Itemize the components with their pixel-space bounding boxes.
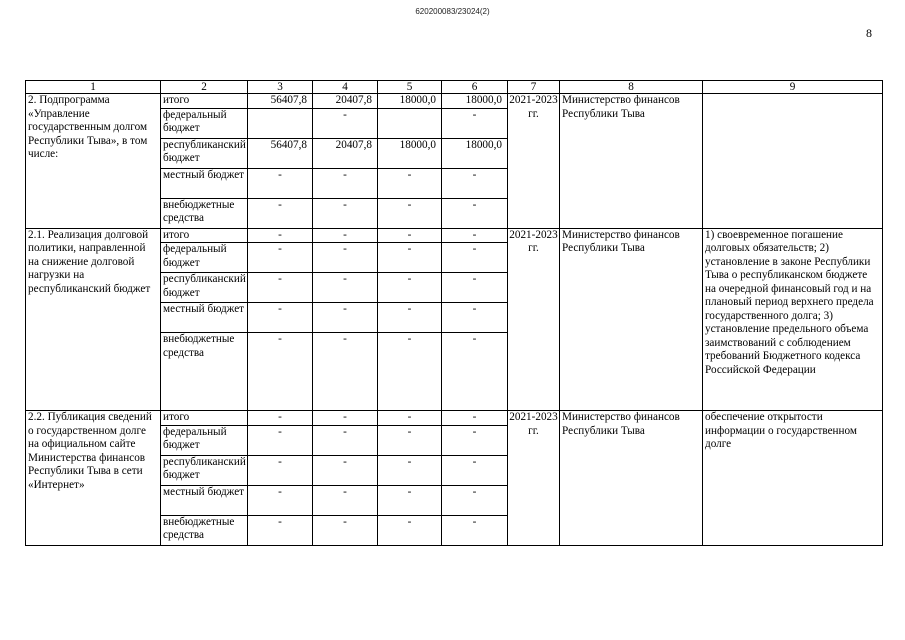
amount-cell: - [378, 425, 442, 455]
result-cell [703, 94, 883, 229]
amount-cell: - [442, 485, 508, 515]
col-num-5: 5 [378, 81, 442, 94]
funding-source-cell: местный бюджет [161, 168, 248, 198]
document-id: 620200083/23024(2) [415, 7, 490, 16]
funding-source-cell: федеральный бюджет [161, 425, 248, 455]
col-num-8: 8 [560, 81, 703, 94]
amount-cell: - [313, 485, 378, 515]
amount-cell: - [442, 198, 508, 228]
amount-cell: - [248, 228, 313, 243]
amount-cell: - [248, 411, 313, 426]
funding-source-cell: республиканский бюджет [161, 455, 248, 485]
amount-cell: 20407,8 [313, 94, 378, 109]
amount-cell: - [442, 228, 508, 243]
measure-name-cell: 2.2. Публикация сведений о государственном долге на официальном сайте Министерства финансов Республики Тыва в сети «Интернет» [26, 411, 161, 546]
amount-cell: - [442, 168, 508, 198]
amount-cell: - [313, 228, 378, 243]
funding-source-cell: республиканский бюджет [161, 273, 248, 303]
amount-cell: - [378, 333, 442, 411]
amount-cell: - [313, 455, 378, 485]
period-cell: 2021-2023 гг. [508, 411, 560, 546]
column-number-row [26, 81, 883, 94]
amount-cell: - [313, 333, 378, 411]
amount-cell: - [442, 411, 508, 426]
budget-table [25, 80, 883, 546]
amount-cell: - [313, 168, 378, 198]
amount-cell: - [378, 273, 442, 303]
amount-cell: - [442, 273, 508, 303]
funding-source-cell: местный бюджет [161, 303, 248, 333]
period-cell: 2021-2023 гг. [508, 94, 560, 229]
table-row [26, 411, 883, 426]
amount-cell: - [313, 273, 378, 303]
amount-cell: - [378, 515, 442, 545]
amount-cell: - [248, 425, 313, 455]
amount-cell: - [248, 333, 313, 411]
amount-cell: 20407,8 [313, 138, 378, 168]
page-number: 8 [866, 26, 872, 40]
funding-source-cell: федеральный бюджет [161, 108, 248, 138]
amount-cell: - [378, 455, 442, 485]
amount-cell: - [378, 228, 442, 243]
amount-cell: - [248, 168, 313, 198]
amount-cell: - [442, 243, 508, 273]
amount-cell: - [313, 108, 378, 138]
amount-cell: - [442, 303, 508, 333]
amount-cell: - [248, 485, 313, 515]
amount-cell: 18000,0 [442, 138, 508, 168]
col-num-9: 9 [703, 81, 883, 94]
measure-name-cell: 2.1. Реализация долговой политики, направленной на снижение долговой нагрузки на республиканский бюджет [26, 228, 161, 411]
amount-cell: - [442, 333, 508, 411]
executor-cell: Министерство финансов Республики Тыва [560, 411, 703, 546]
amount-cell: - [313, 198, 378, 228]
amount-cell: - [378, 168, 442, 198]
amount-cell: - [248, 303, 313, 333]
col-num-3: 3 [248, 81, 313, 94]
executor-cell: Министерство финансов Республики Тыва [560, 94, 703, 229]
amount-cell: 18000,0 [378, 94, 442, 109]
amount-cell: - [378, 198, 442, 228]
funding-source-cell: местный бюджет [161, 485, 248, 515]
amount-cell: - [313, 515, 378, 545]
amount-cell [378, 108, 442, 138]
table-row [26, 228, 883, 243]
period-cell: 2021-2023 гг. [508, 228, 560, 411]
amount-cell: - [442, 425, 508, 455]
amount-cell: - [442, 455, 508, 485]
funding-source-cell: итого [161, 228, 248, 243]
amount-cell: - [313, 411, 378, 426]
funding-source-cell: внебюджетные средства [161, 198, 248, 228]
amount-cell: - [248, 273, 313, 303]
amount-cell: - [313, 425, 378, 455]
col-num-2: 2 [161, 81, 248, 94]
col-num-7: 7 [508, 81, 560, 94]
amount-cell: - [378, 485, 442, 515]
amount-cell: - [248, 198, 313, 228]
amount-cell: - [378, 303, 442, 333]
amount-cell: 56407,8 [248, 138, 313, 168]
amount-cell: - [442, 108, 508, 138]
amount-cell: - [442, 515, 508, 545]
executor-cell: Министерство финансов Республики Тыва [560, 228, 703, 411]
amount-cell: 56407,8 [248, 94, 313, 109]
amount-cell: - [248, 243, 313, 273]
funding-source-cell: итого [161, 411, 248, 426]
col-num-1: 1 [26, 81, 161, 94]
amount-cell: - [248, 515, 313, 545]
amount-cell: - [313, 303, 378, 333]
result-cell: 1) своевременное погашение долговых обязательств; 2) установление в законе Республики Тыва о республиканском бюджете на очередной финансовый год и на плановый период верхнего предела государственного долга; 3) установление предельного объема заимствований с соблюдением требований Бюджетного кодекса Российской Федерации [703, 228, 883, 411]
funding-source-cell: федеральный бюджет [161, 243, 248, 273]
amount-cell: - [248, 455, 313, 485]
table-row [26, 94, 883, 109]
amount-cell: - [313, 243, 378, 273]
col-num-4: 4 [313, 81, 378, 94]
funding-source-cell: итого [161, 94, 248, 109]
measure-name-cell: 2. Подпрограмма «Управление государственным долгом Республики Тыва», в том числе: [26, 94, 161, 229]
amount-cell [248, 108, 313, 138]
funding-source-cell: внебюджетные средства [161, 515, 248, 545]
amount-cell: 18000,0 [378, 138, 442, 168]
result-cell: обеспечение открытости информации о государственном долге [703, 411, 883, 546]
col-num-6: 6 [442, 81, 508, 94]
funding-source-cell: внебюджетные средства [161, 333, 248, 411]
funding-source-cell: республиканский бюджет [161, 138, 248, 168]
amount-cell: - [378, 243, 442, 273]
amount-cell: - [378, 411, 442, 426]
amount-cell: 18000,0 [442, 94, 508, 109]
